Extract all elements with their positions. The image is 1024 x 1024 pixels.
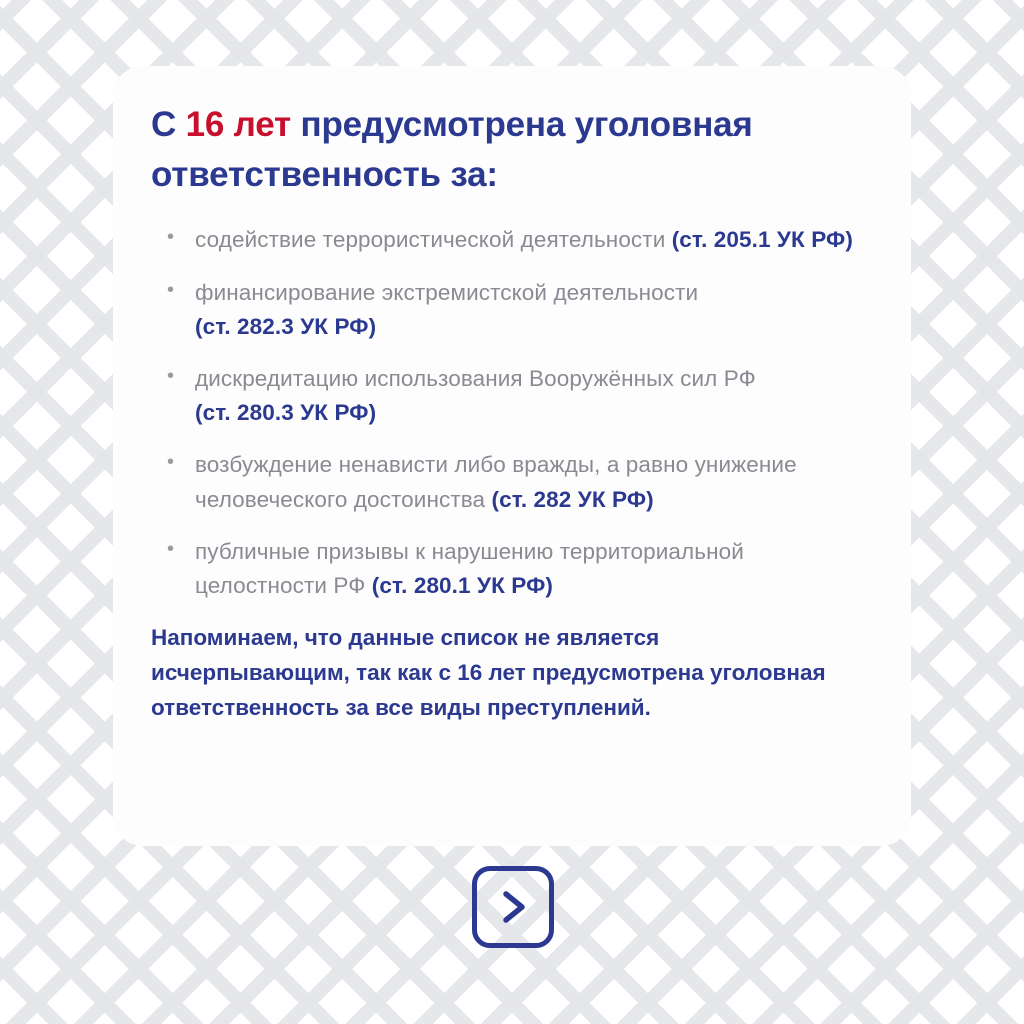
content-card (113, 66, 911, 846)
list-item-text: публичные призывы к нарушению территориальной целостности РФ (195, 538, 744, 598)
list-item (161, 362, 871, 430)
list-item-article: (ст. 282 УК РФ) (491, 486, 654, 512)
list-item (161, 535, 871, 603)
list-item-article: (ст. 282.3 УК РФ) (195, 313, 377, 339)
list-item-text: содействие террористической деятельности (195, 227, 672, 253)
list-item (161, 223, 871, 257)
offence-list (141, 223, 871, 603)
list-item-text: финансирование экстремистской деятельности (195, 279, 699, 305)
list-item-article: (ст. 280.1 УК РФ) (371, 572, 553, 598)
list-item-text: возбуждение ненависти либо вражды, а равно унижение человеческого достоинства (195, 452, 797, 512)
chevron-right-icon (496, 887, 530, 927)
next-slide-button[interactable] (472, 866, 554, 948)
list-item-text: дискредитацию использования Вооружённых сил РФ (195, 365, 756, 391)
title-rest: предусмотрена уголовная ответственность за: (151, 105, 753, 194)
title-lead: С (151, 105, 186, 144)
list-item-article: (ст. 280.3 УК РФ) (195, 400, 377, 426)
page-title (141, 100, 871, 199)
list-item (161, 276, 871, 344)
list-item-article: (ст. 205.1 УК РФ) (671, 227, 853, 253)
list-item (161, 448, 871, 516)
disclaimer-note: Напоминаем, что данные список не является исчерпывающим, так как с 16 лет предусмотрена уголовная ответственность за все виды преступлений. (151, 625, 826, 720)
title-accent: 16 лет (185, 105, 291, 144)
